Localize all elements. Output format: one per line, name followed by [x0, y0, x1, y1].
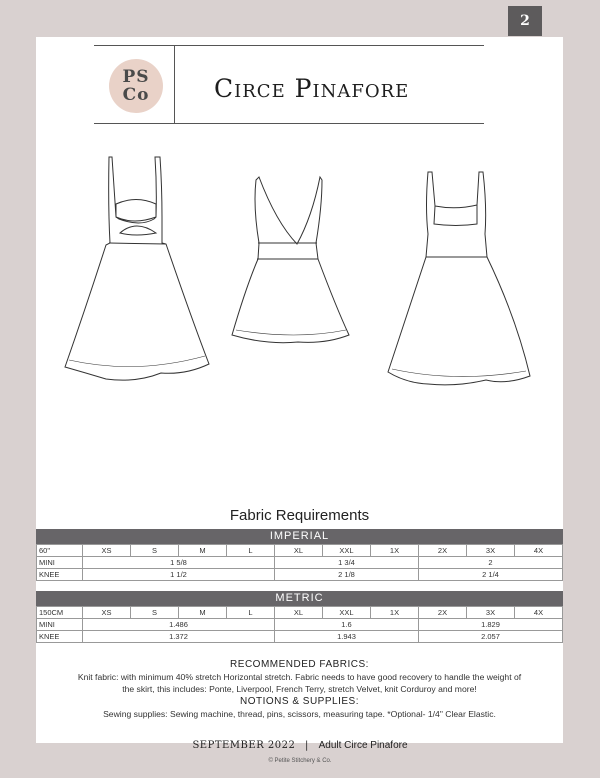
value-cell: 1 1/2 [83, 569, 275, 581]
value-cell: 1 3/4 [275, 557, 419, 569]
footer-separator: | [305, 740, 309, 751]
size-cell: 3X [467, 545, 515, 557]
size-cell: M [179, 545, 227, 557]
row-label: MINI [37, 557, 83, 569]
size-cell: 1X [371, 607, 419, 619]
logo-line-1: PS [122, 67, 150, 87]
value-cell: 1.943 [275, 631, 419, 643]
value-cell: 1.6 [275, 619, 419, 631]
notions-heading: NOTIONS & SUPPLIES: [240, 696, 359, 707]
size-cell: XL [275, 545, 323, 557]
dress-sketch-v-neck [232, 177, 349, 343]
footer-pattern-name: Adult Circe Pinafore [318, 740, 408, 751]
footer-date: SEPTEMBER 2022 [192, 740, 296, 751]
table-row [37, 545, 563, 557]
value-cell: 2 1/4 [419, 569, 563, 581]
size-cell: L [227, 545, 275, 557]
page-title: Circe Pinafore [214, 74, 410, 103]
size-cell: 4X [515, 545, 563, 557]
row-label: KNEE [37, 631, 83, 643]
copyright: © Petite Stitchery & Co. [268, 758, 332, 764]
size-cell: XXL [323, 607, 371, 619]
size-cell: XL [275, 607, 323, 619]
size-cell: 2X [419, 607, 467, 619]
value-cell: 1.486 [83, 619, 275, 631]
imperial-band: IMPERIAL [36, 529, 563, 544]
psco-logo [109, 59, 163, 113]
row-label: KNEE [37, 569, 83, 581]
value-cell: 2 1/8 [275, 569, 419, 581]
size-cell: XXL [323, 545, 371, 557]
header-divider [174, 46, 175, 123]
recommended-fabrics-line-1: Knit fabric: with minimum 40% stretch Horizontal stretch. Fabric needs to have good recovery to handle the weight of [77, 672, 522, 682]
value-cell: 1.372 [83, 631, 275, 643]
table-row [37, 619, 563, 631]
size-cell: XS [83, 607, 131, 619]
unit-cell: 150CM [37, 607, 83, 619]
dress-illustrations [36, 147, 563, 397]
table-row [37, 569, 563, 581]
recommended-fabrics-heading: RECOMMENDED FABRICS: [230, 659, 369, 670]
imperial-table [36, 544, 563, 581]
value-cell: 2.057 [419, 631, 563, 643]
notes-section [36, 658, 563, 720]
header [94, 45, 484, 124]
dress-sketch-front-cutout [65, 157, 209, 380]
footer [0, 740, 600, 751]
logo-line-2: Co [122, 85, 150, 105]
value-cell: 1 5/8 [83, 557, 275, 569]
size-cell: S [131, 607, 179, 619]
unit-cell: 60" [37, 545, 83, 557]
pattern-page [36, 37, 563, 743]
fabric-requirements-title: Fabric Requirements [229, 507, 370, 524]
table-row [37, 607, 563, 619]
size-cell: XS [83, 545, 131, 557]
metric-table [36, 606, 563, 643]
size-cell: S [131, 545, 179, 557]
size-cell: 4X [515, 607, 563, 619]
recommended-fabrics-line-2: the skirt, this includes: Ponte, Liverpool, French Terry, stretch Velvet, knit Corduroy and more! [122, 684, 477, 694]
table-row [37, 557, 563, 569]
dress-sketch-square-neck [388, 172, 530, 385]
table-row [37, 631, 563, 643]
size-cell: L [227, 607, 275, 619]
size-cell: 3X [467, 607, 515, 619]
value-cell: 2 [419, 557, 563, 569]
size-cell: 1X [371, 545, 419, 557]
size-cell: M [179, 607, 227, 619]
size-cell: 2X [419, 545, 467, 557]
row-label: MINI [37, 619, 83, 631]
page-number: 2 [508, 6, 542, 36]
value-cell: 1.829 [419, 619, 563, 631]
metric-band: METRIC [36, 591, 563, 606]
notions-line: Sewing supplies: Sewing machine, thread, pins, scissors, measuring tape. *Optional- 1/4" Clear Elastic. [103, 709, 496, 719]
